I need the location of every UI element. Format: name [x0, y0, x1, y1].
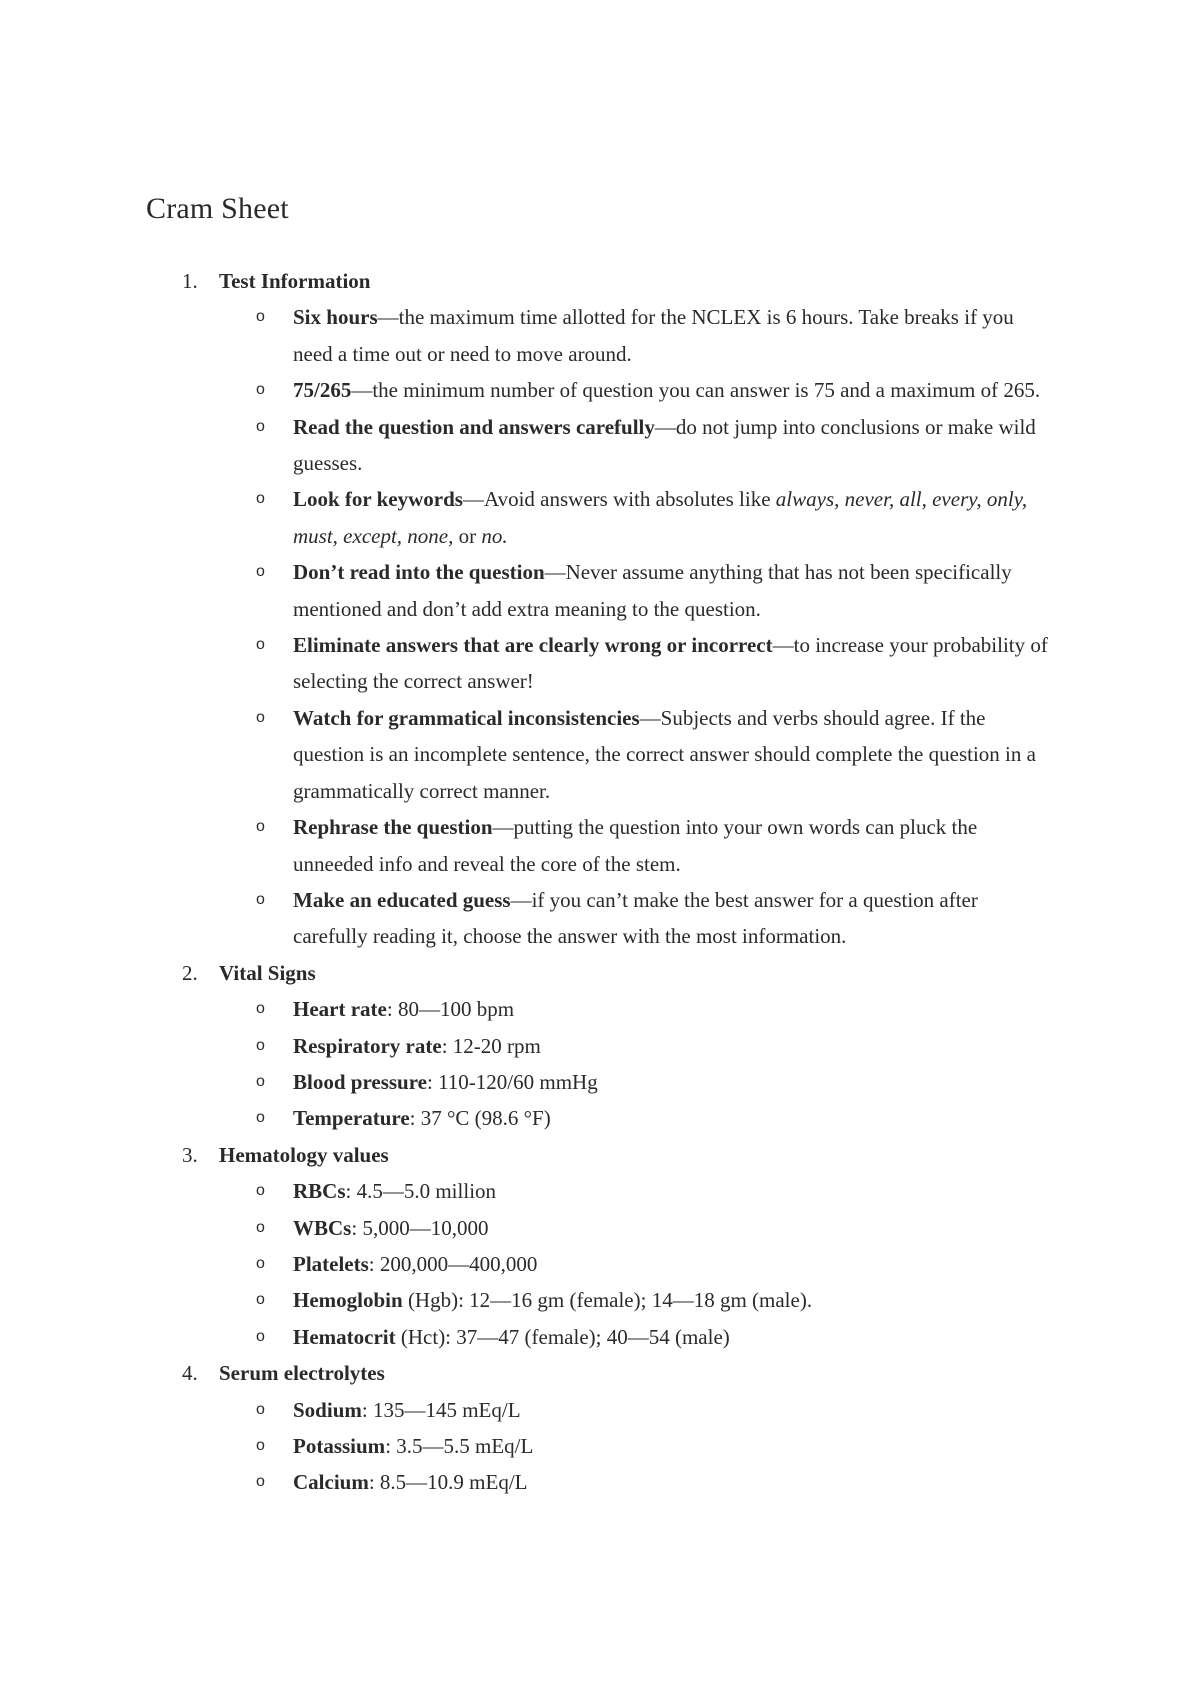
list-item — [219, 372, 1055, 408]
section-title: Vital Signs — [219, 960, 316, 985]
section-number: 2. — [182, 960, 198, 985]
item-term: Blood pressure — [293, 1069, 427, 1094]
item-text-after: or — [453, 523, 482, 548]
list-item — [219, 1028, 1055, 1064]
bullet-icon: o — [256, 308, 265, 326]
item-text: : 110-120/60 mmHg — [427, 1069, 598, 1094]
bullet-icon: o — [256, 1182, 265, 1200]
page-title: Cram Sheet — [146, 192, 289, 225]
item-term: 75/265 — [293, 378, 352, 403]
bullet-icon: o — [256, 1000, 265, 1018]
list-item — [219, 1392, 1055, 1428]
list-item — [219, 882, 1055, 955]
bullet-icon: o — [256, 1109, 265, 1127]
item-term: WBCs — [293, 1215, 352, 1240]
list-item — [219, 700, 1055, 809]
item-text: : 12-20 rpm — [441, 1033, 541, 1058]
bullet-icon: o — [256, 708, 265, 726]
item-term: Six hours — [293, 305, 378, 330]
section-number: 3. — [182, 1142, 198, 1167]
section-title: Serum electrolytes — [219, 1361, 385, 1386]
item-text: —Subjects and verbs should agree. If the question is an incomplete sentence, the correct answer should complete the question in a grammatically correct manner. — [293, 705, 1036, 803]
list-item — [219, 1282, 1055, 1318]
bullet-icon: o — [256, 1072, 265, 1090]
item-italic-final: no. — [481, 523, 508, 548]
item-text: —to increase your probability of selecting the correct answer! — [293, 633, 1048, 694]
list-item — [219, 627, 1055, 700]
item-term: Hematocrit — [293, 1324, 396, 1349]
item-term: Watch for grammatical inconsistencies — [293, 705, 640, 730]
section-title: Test Information — [219, 269, 371, 293]
list-item — [219, 554, 1055, 627]
section-vital-signs — [0, 955, 1200, 1137]
item-text: —the minimum number of question you can answer is 75 and a maximum of 265. — [351, 378, 1041, 403]
list-item — [219, 1428, 1055, 1464]
list-item — [219, 1246, 1055, 1282]
item-text: —Never assume anything that has not been specifically mentioned and don’t add extra meaning to the question. — [293, 560, 1012, 621]
item-term: Hemoglobin — [293, 1288, 403, 1313]
list-item — [219, 409, 1055, 482]
item-list — [219, 1173, 1200, 1355]
list-item — [219, 299, 1055, 372]
item-term: Respiratory rate — [293, 1033, 442, 1058]
list-item — [219, 1173, 1055, 1209]
list-item — [219, 1064, 1055, 1100]
item-list — [219, 1392, 1200, 1501]
list-item — [219, 1100, 1055, 1136]
item-term: Rephrase the question — [293, 815, 493, 840]
section-serum-electrolytes — [0, 1355, 1200, 1501]
list-item — [219, 1319, 1055, 1355]
item-term: Make an educated guess — [293, 887, 511, 912]
bullet-icon: o — [256, 1400, 265, 1418]
item-term: Eliminate answers that are clearly wrong or incorrect — [293, 633, 773, 658]
bullet-icon: o — [256, 1218, 265, 1236]
item-text: : 135—145 mEq/L — [361, 1397, 521, 1422]
list-item — [219, 481, 1055, 554]
item-term: Sodium — [293, 1397, 362, 1422]
bullet-icon: o — [256, 381, 265, 399]
bullet-icon: o — [256, 636, 265, 654]
list-item — [219, 809, 1055, 882]
bullet-icon: o — [256, 1254, 265, 1272]
section-number: 1. — [182, 269, 198, 293]
item-text: : 5,000—10,000 — [351, 1215, 489, 1240]
item-text: (Hgb): 12—16 gm (female); 14—18 gm (male). — [402, 1288, 813, 1313]
list-item — [219, 1210, 1055, 1246]
item-term: Temperature — [293, 1106, 410, 1131]
bullet-icon: o — [256, 417, 265, 435]
bullet-icon: o — [256, 1437, 265, 1454]
item-text: (Hct): 37—47 (female); 40—54 (male) — [395, 1324, 730, 1349]
bullet-icon: o — [256, 1291, 265, 1309]
item-text: —the maximum time allotted for the NCLEX is 6 hours. Take breaks if you need a time out or need to move around. — [293, 305, 1014, 366]
list-item — [219, 1464, 1055, 1500]
bullet-icon: o — [256, 490, 265, 508]
item-term: RBCs — [293, 1179, 346, 1204]
bullet-icon: o — [256, 1473, 265, 1491]
item-text: : 37 °C (98.6 °F) — [409, 1106, 551, 1131]
bullet-icon: o — [256, 1327, 265, 1345]
item-term: Platelets — [293, 1251, 369, 1276]
section-test-information — [0, 263, 1200, 955]
item-term: Read the question and answers carefully — [293, 414, 655, 439]
item-term: Calcium — [293, 1470, 369, 1495]
item-italic-keywords: always, never, all, every, only, must, except, none, — [293, 487, 1028, 548]
bullet-icon: o — [256, 890, 265, 908]
bullet-icon: o — [256, 1036, 265, 1054]
section-number: 4. — [182, 1361, 198, 1386]
item-text: —if you can’t make the best answer for a question after carefully reading it, choose the answer with the most information. — [293, 887, 978, 949]
item-term: Potassium — [293, 1434, 386, 1458]
section-title: Hematology values — [219, 1142, 389, 1167]
item-text: —Avoid answers with absolutes like — [462, 487, 776, 512]
list-item — [219, 991, 1055, 1027]
item-text: : 200,000—400,000 — [368, 1251, 538, 1276]
item-list — [219, 991, 1200, 1137]
bullet-icon: o — [256, 563, 265, 581]
item-term: Don’t read into the question — [293, 560, 545, 585]
item-text: —do not jump into conclusions or make wild guesses. — [293, 414, 1036, 476]
item-list — [219, 299, 1200, 954]
item-text: : 8.5—10.9 mEq/L — [368, 1470, 528, 1495]
section-hematology-values — [0, 1137, 1200, 1355]
item-text: : 3.5—5.5 mEq/L — [385, 1434, 534, 1458]
item-text: : 80—100 bpm — [386, 997, 515, 1022]
item-text: —putting the question into your own words can pluck the unneeded info and reveal the core of the stem. — [293, 815, 978, 876]
bullet-icon: o — [256, 818, 265, 836]
outline-list — [0, 263, 1200, 1501]
item-text: : 4.5—5.0 million — [345, 1179, 497, 1204]
item-term: Look for keywords — [293, 487, 463, 512]
item-term: Heart rate — [293, 997, 387, 1022]
